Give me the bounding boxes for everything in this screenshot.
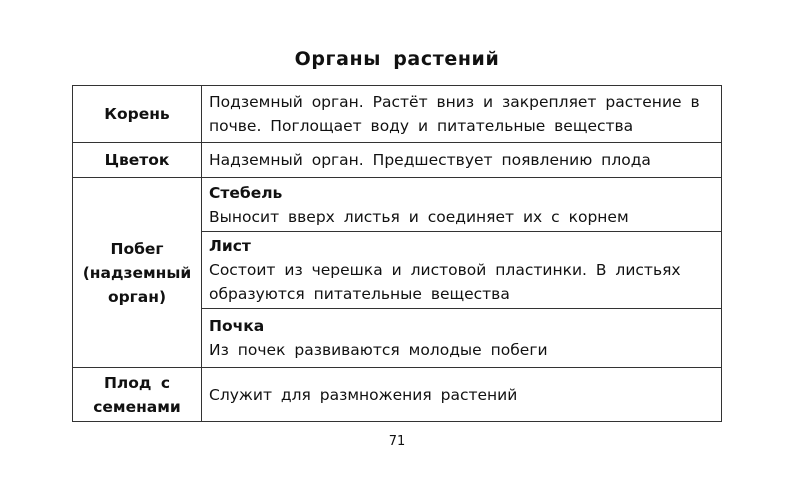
organ-name-fruit: Плод с семенами <box>73 368 202 422</box>
organ-name-root: Корень <box>73 86 202 143</box>
shoot-part-leaf <box>202 232 722 309</box>
table-row-shoot-stem <box>73 178 722 232</box>
shoot-part-description-bud: Из почек развиваются молодые побеги <box>209 341 548 359</box>
table-row-root <box>73 86 722 143</box>
organ-name-shoot: Побег (надземный орган) <box>73 178 202 368</box>
shoot-part-description-leaf: Состоит из черешка и листовой пластинки. В листьях образуются питательные вещества <box>209 261 681 303</box>
page-title: Органы растений <box>294 48 500 70</box>
shoot-part-title-stem: Стебель <box>209 183 283 202</box>
shoot-part-stem <box>202 178 722 232</box>
organ-description-fruit: Служит для размножения растений <box>202 368 722 422</box>
table-row-fruit <box>73 368 722 422</box>
organ-name-flower: Цветок <box>73 143 202 178</box>
organ-description-flower: Надземный орган. Предшествует появлению плода <box>202 143 722 178</box>
table-row-flower <box>73 143 722 178</box>
page-number: 71 <box>388 434 406 449</box>
shoot-part-title-leaf: Лист <box>209 237 251 255</box>
plant-organs-table <box>72 85 722 422</box>
shoot-part-description-stem: Выносит вверх листья и соединяет их с корнем <box>209 207 629 226</box>
organ-description-root: Подземный орган. Растёт вниз и закрепляет растение в почве. Поглощает воду и питательные вещества <box>202 86 722 143</box>
shoot-part-bud <box>202 309 722 368</box>
shoot-part-title-bud: Почка <box>209 317 265 335</box>
